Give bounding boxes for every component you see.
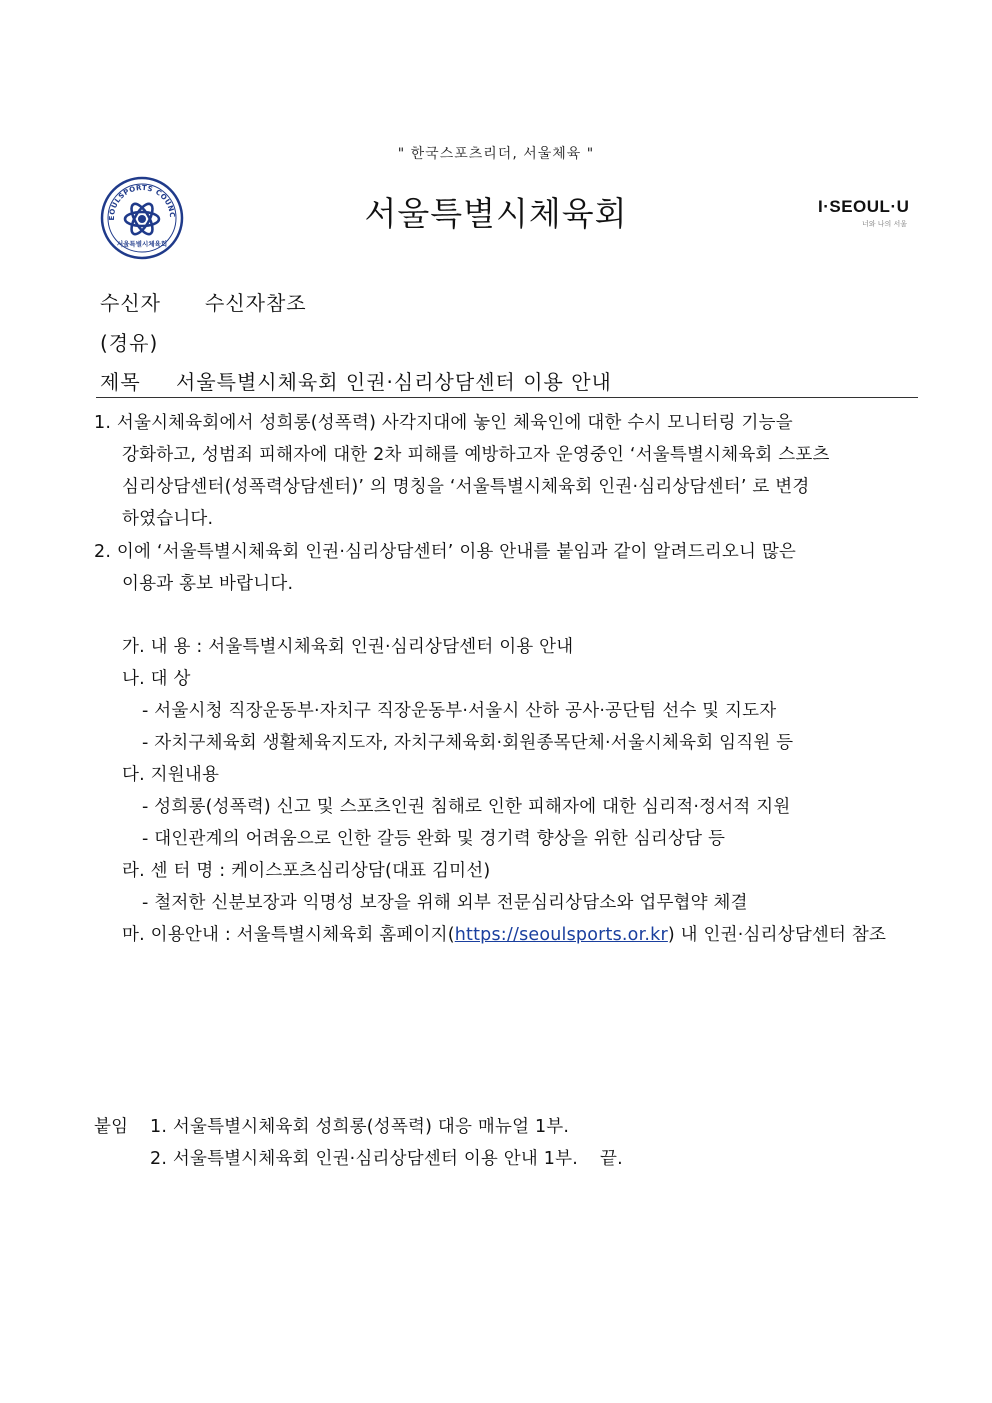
item-na: 나. 대 상 (122, 669, 191, 689)
item-ra-1: - 철저한 신분보장과 익명성 보장을 위해 외부 전문심리상담소와 업무협약 체결 (142, 893, 748, 913)
item-na-2: - 자치구체육회 생활체육지도자, 자치구체육회·회원종목단체·서울시체육회 임직원 등 (142, 733, 794, 753)
homepage-link[interactable]: https://seoulsports.or.kr (454, 925, 668, 945)
subject-divider (96, 397, 918, 398)
item-ma (122, 921, 886, 946)
attachment-item-2-text: 2. 서울특별시체육회 인권·심리상담센터 이용 안내 1부. (150, 1149, 578, 1169)
subject-value: 서울특별시체육회 인권·심리상담센터 이용 안내 (176, 370, 612, 394)
recipient-line (100, 287, 307, 316)
subject-label: 제목 (100, 370, 141, 394)
subject-line (100, 366, 612, 395)
via-line: (경유) (100, 331, 159, 355)
item-da-2: - 대인관계의 어려움으로 인한 갈등 완화 및 경기력 향상을 위한 심리상담 등 (142, 829, 726, 849)
iseoulu-logo (818, 197, 914, 233)
item-da: 다. 지원내용 (122, 765, 220, 785)
item-ra: 라. 센 터 명 : 케이스포츠심리상담(대표 김미선) (122, 861, 491, 881)
item-ma-prefix: 마. 이용안내 : 서울특별시체육회 홈페이지( (122, 925, 455, 945)
item-na-1: - 서울시청 직장운동부·자치구 직장운동부·서울시 산하 공사·공단팀 선수 및 지도자 (142, 701, 777, 721)
emblem-bottom-text: 서울특별시체육회 (116, 240, 168, 248)
end-mark: 끝. (599, 1149, 623, 1169)
attachment-label: 붙임 (94, 1117, 129, 1137)
recipient-value: 수신자참조 (205, 291, 307, 315)
paragraph-1-line-2: 강화하고, 성범죄 피해자에 대한 2차 피해를 예방하고자 운영중인 ‘서울특별시체육회 스포츠 (122, 445, 830, 465)
slogan: " 한국스포츠리더, 서울체육 " (397, 146, 595, 162)
iseoulu-logo-subtext: 너와 나의 서울 (862, 220, 908, 228)
organization-title: 서울특별시체육회 (364, 194, 628, 233)
iseoulu-logo-text: I·SEOUL·U (818, 197, 910, 216)
item-ga: 가. 내 용 : 서울특별시체육회 인권·심리상담센터 이용 안내 (122, 637, 574, 657)
item-da-1: - 성희롱(성폭력) 신고 및 스포츠인권 침해로 인한 피해자에 대한 심리적·정서적 지원 (142, 797, 791, 817)
paragraph-1-line-1: 1. 서울시체육회에서 성희롱(성폭력) 사각지대에 놓인 체육인에 대한 수시 모니터링 기능을 (94, 413, 793, 433)
recipient-label: 수신자 (100, 291, 161, 315)
svg-text:SEOULSPORTS COUNCIL: EOULSPORTS COUNC (107, 183, 177, 221)
paragraph-2-line-2: 이용과 홍보 바랍니다. (122, 574, 294, 594)
paragraph-1-line-3: 심리상담센터(성폭력상담센터)’ 의 명칭을 ‘서울특별시체육회 인권·심리상담센터’ 로 변경 (122, 477, 810, 497)
attachment-item-1: 1. 서울특별시체육회 성희롱(성폭력) 대응 매뉴얼 1부. (150, 1117, 570, 1137)
paragraph-2-line-1: 2. 이에 ‘서울특별시체육회 인권·심리상담센터’ 이용 안내를 붙임과 같이 알려드리오니 많은 (94, 542, 797, 562)
item-ma-suffix: ) 내 인권·심리상담센터 참조 (667, 925, 887, 945)
attachment-item-2 (150, 1145, 623, 1170)
paragraph-1-line-4: 하였습니다. (122, 509, 214, 529)
